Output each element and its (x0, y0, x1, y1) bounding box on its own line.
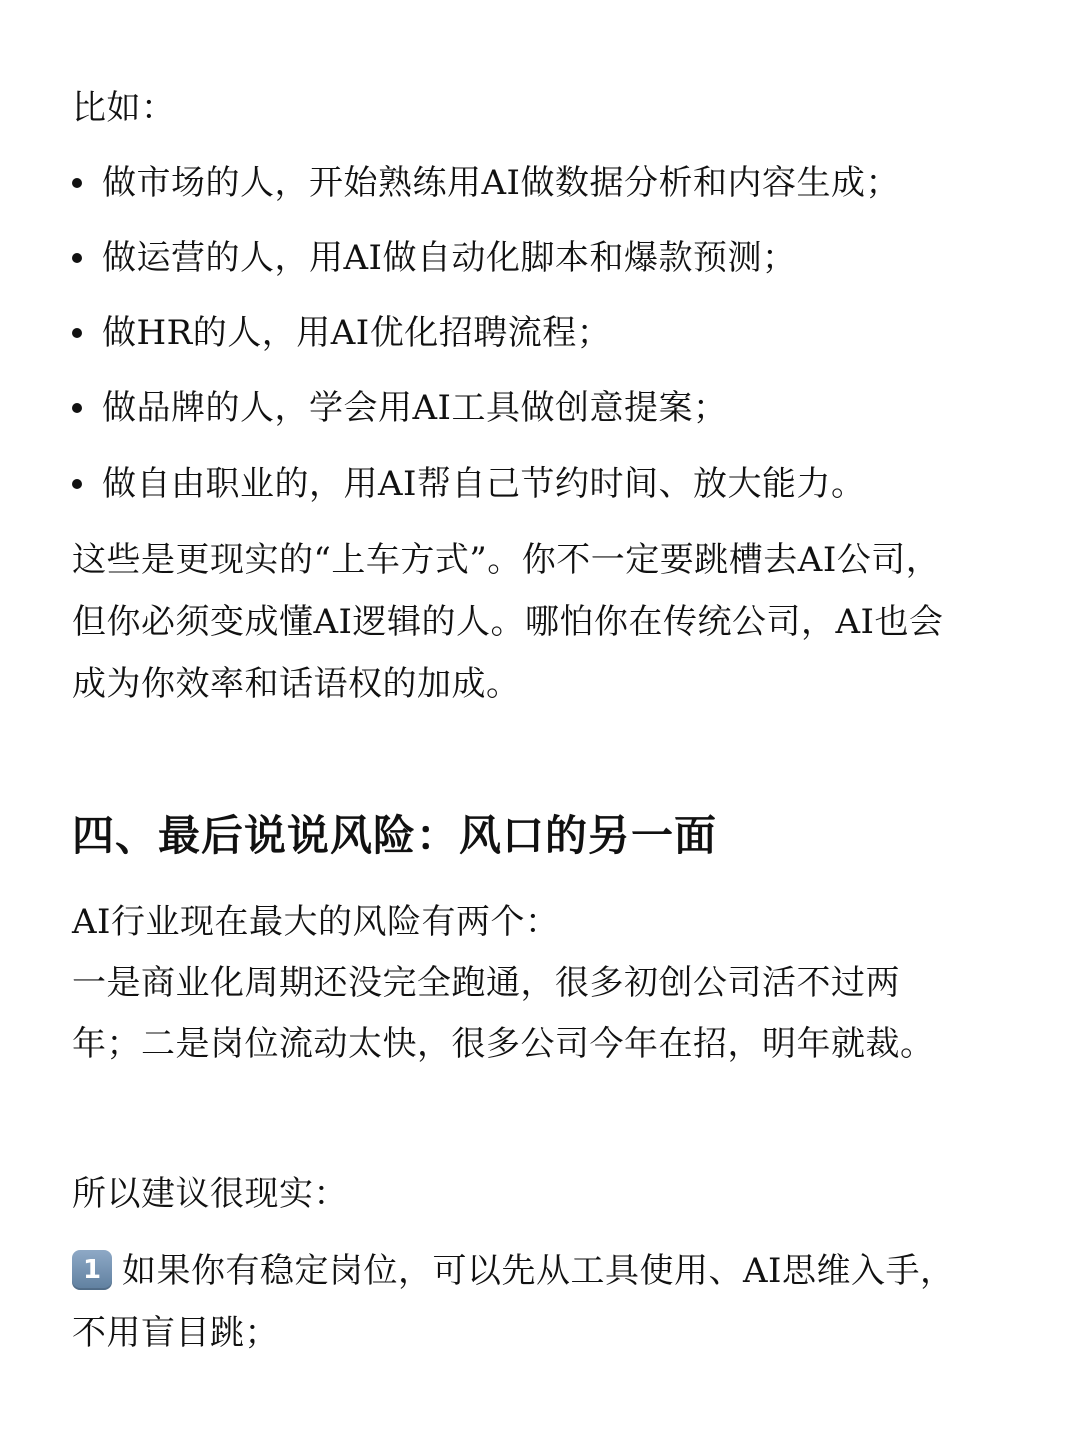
paragraph-line: 成为你效率和话语权的加成。 (72, 664, 521, 704)
bullet-dot-icon (72, 403, 82, 413)
bullet-dot-icon (72, 253, 82, 263)
paragraph-line: 这些是更现实的“上车方式”。你不一定要跳槽去AI公司， (72, 540, 941, 580)
paragraph-line: 但你必须变成懂AI逻辑的人。哪怕你在传统公司，AI也会 (72, 602, 944, 642)
list-item-text: 做市场的人，开始熟练用AI做数据分析和内容生成； (102, 163, 900, 203)
bullet-dot-icon (72, 178, 82, 188)
list-item-text: 做运营的人，用AI做自动化脚本和爆款预测； (102, 238, 797, 278)
risk-line: 年；二是岗位流动太快，很多公司今年在招，明年就裁。 (72, 1024, 935, 1064)
advice-line: 不用盲目跳； (72, 1313, 279, 1353)
intro-text: 比如： (72, 88, 176, 128)
advice-intro: 所以建议很现实： (72, 1174, 348, 1214)
advice-line: 如果你有稳定岗位，可以先从工具使用、AI思维入手， (122, 1251, 955, 1291)
list-item-text: 做自由职业的，用AI帮自己节约时间、放大能力。 (102, 464, 866, 504)
number-one-icon: 1 (72, 1250, 112, 1290)
list-item-text: 做HR的人，用AI优化招聘流程； (102, 313, 612, 353)
bullet-dot-icon (72, 479, 82, 489)
risk-line: 一是商业化周期还没完全跑通，很多初创公司活不过两 (72, 963, 900, 1003)
list-item-text: 做品牌的人，学会用AI工具做创意提案； (102, 388, 728, 428)
risk-intro: AI行业现在最大的风险有两个： (72, 902, 560, 942)
section-heading: 四、最后说说风险：风口的另一面 (72, 811, 718, 860)
bullet-dot-icon (72, 328, 82, 338)
